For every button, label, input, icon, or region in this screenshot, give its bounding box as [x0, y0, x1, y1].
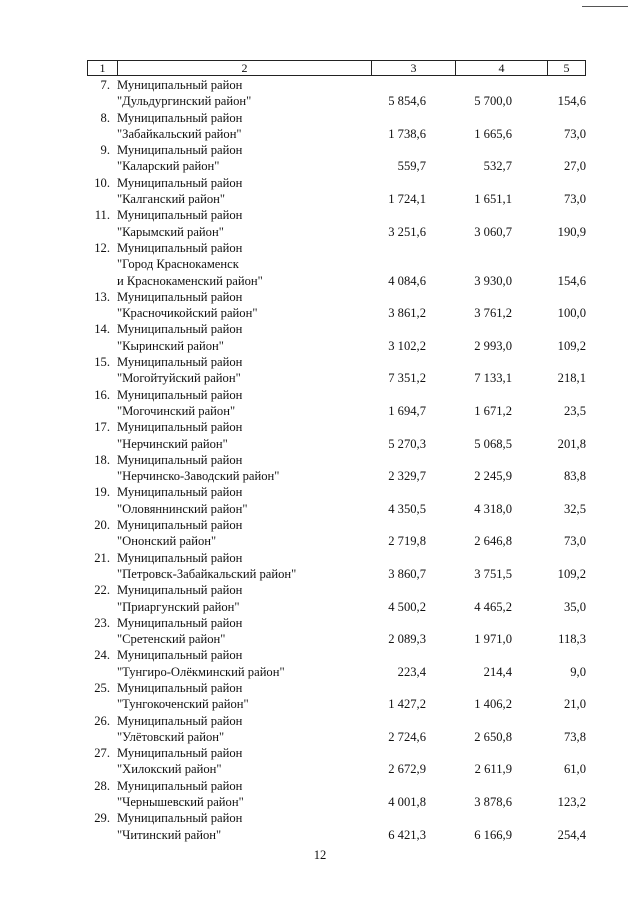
row-number: 12. [94, 240, 110, 255]
row-value-c3: 5 854,6 [388, 94, 426, 109]
table-row [0, 647, 640, 680]
row-value-c5: 254,4 [557, 827, 586, 842]
row-value-c4: 7 133,1 [474, 371, 512, 386]
table-row [0, 550, 640, 583]
row-number: 19. [94, 485, 110, 500]
row-name-line: "Могочинский район" [117, 403, 236, 418]
row-value-c3: 2 089,3 [388, 632, 426, 647]
table-row [0, 713, 640, 746]
table-row [0, 810, 640, 843]
row-name [117, 387, 242, 420]
row-number: 24. [94, 648, 110, 663]
row-value-c5: 9,0 [570, 664, 586, 679]
header-col-3: 3 [372, 61, 456, 75]
row-name [117, 142, 242, 175]
table-row [0, 321, 640, 354]
row-value-c3: 559,7 [397, 159, 426, 174]
table-row [0, 582, 640, 615]
row-value-c4: 4 465,2 [474, 599, 512, 614]
row-value-c5: 218,1 [557, 371, 586, 386]
table-body [0, 77, 640, 843]
table-row [0, 77, 640, 110]
row-name-line: "Красночикойский район" [117, 306, 258, 321]
row-value-c3: 223,4 [397, 664, 426, 679]
row-name [117, 110, 242, 143]
row-name [117, 582, 242, 615]
table-row [0, 175, 640, 208]
row-name-line: и Краснокаменский район" [117, 273, 263, 288]
row-value-c5: 61,0 [563, 762, 586, 777]
row-value-c3: 4 500,2 [388, 599, 426, 614]
row-value-c4: 2 650,8 [474, 729, 512, 744]
row-value-c4: 1 971,0 [474, 632, 512, 647]
row-name [117, 321, 242, 354]
row-name [117, 680, 249, 713]
header-col-1: 1 [88, 61, 118, 75]
row-name [117, 745, 242, 778]
row-value-c3: 4 350,5 [388, 501, 426, 516]
row-name [117, 615, 242, 648]
row-value-c3: 6 421,3 [388, 827, 426, 842]
row-name-line: "Нерчинско-Заводский район" [117, 469, 280, 484]
table-row [0, 745, 640, 778]
row-number: 23. [94, 615, 110, 630]
row-name-line: "Город Краснокаменск [117, 257, 239, 272]
table-row [0, 289, 640, 322]
row-number: 29. [94, 811, 110, 826]
row-name-line: "Дульдургинский район" [117, 94, 252, 109]
row-value-c4: 3 751,5 [474, 566, 512, 581]
table-row [0, 419, 640, 452]
table-row [0, 110, 640, 143]
row-value-c5: 100,0 [557, 306, 586, 321]
row-number: 17. [94, 420, 110, 435]
row-value-c5: 32,5 [563, 501, 586, 516]
row-name-line: "Петровск-Забайкальский район" [117, 566, 297, 581]
row-name [117, 647, 285, 680]
row-name [117, 354, 242, 387]
row-number: 27. [94, 746, 110, 761]
row-name-line: Муниципальный район [117, 143, 243, 158]
row-name-line: Муниципальный район [117, 110, 243, 125]
row-name [117, 175, 242, 208]
row-value-c5: 154,6 [557, 94, 586, 109]
row-value-c3: 3 860,7 [388, 566, 426, 581]
row-value-c4: 1 651,1 [474, 192, 512, 207]
row-value-c5: 190,9 [557, 224, 586, 239]
row-name-line: Муниципальный район [117, 518, 243, 533]
table-row [0, 240, 640, 289]
row-value-c3: 2 329,7 [388, 469, 426, 484]
row-value-c5: 35,0 [563, 599, 586, 614]
row-value-c3: 2 724,6 [388, 729, 426, 744]
table-row [0, 387, 640, 420]
row-name-line: Муниципальный район [117, 78, 243, 92]
row-name-line: "Тунгиро-Олёкминский район" [117, 664, 285, 679]
row-value-c3: 7 351,2 [388, 371, 426, 386]
row-name-line: Муниципальный район [117, 680, 243, 695]
row-name [117, 517, 242, 550]
row-value-c4: 2 993,0 [474, 338, 512, 353]
table-row [0, 680, 640, 713]
row-value-c5: 73,0 [563, 534, 586, 549]
row-name [117, 550, 296, 583]
row-value-c4: 2 611,9 [474, 762, 512, 777]
row-name [117, 810, 242, 843]
row-name-line: Муниципальный район [117, 485, 243, 500]
row-value-c4: 1 665,6 [474, 126, 512, 141]
row-name [117, 484, 248, 517]
row-value-c3: 2 672,9 [388, 762, 426, 777]
row-name-line: "Читинский район" [117, 827, 222, 842]
row-name-line: Муниципальный район [117, 387, 243, 402]
row-name-line: "Забайкальский район" [117, 126, 242, 141]
row-number: 22. [94, 583, 110, 598]
row-value-c5: 73,8 [563, 729, 586, 744]
row-value-c4: 214,4 [483, 664, 512, 679]
header-col-2: 2 [118, 61, 372, 75]
row-number: 11. [94, 208, 110, 223]
row-value-c4: 2 646,8 [474, 534, 512, 549]
row-number: 26. [94, 713, 110, 728]
row-value-c3: 5 270,3 [388, 436, 426, 451]
row-name-line: Муниципальный район [117, 746, 243, 761]
row-name-line: Муниципальный район [117, 550, 243, 565]
row-name-line: "Карымский район" [117, 224, 224, 239]
row-name [117, 452, 279, 485]
row-value-c3: 4 084,6 [388, 273, 426, 288]
header-col-5: 5 [563, 61, 570, 75]
row-value-c5: 109,2 [557, 566, 586, 581]
row-value-c3: 2 719,8 [388, 534, 426, 549]
row-number: 20. [94, 518, 110, 533]
row-name-line: "Хилокский район" [117, 762, 222, 777]
row-value-c4: 1 671,2 [474, 403, 512, 418]
row-name-line: Муниципальный район [117, 713, 243, 728]
table-row [0, 484, 640, 517]
row-name-line: "Могойтуйский район" [117, 371, 241, 386]
row-name-line: Муниципальный район [117, 240, 243, 255]
row-value-c3: 4 001,8 [388, 795, 426, 810]
row-name-line: Муниципальный район [117, 208, 243, 223]
row-value-c5: 73,0 [563, 126, 586, 141]
row-value-c4: 5 068,5 [474, 436, 512, 451]
row-name-line: "Улётовский район" [117, 729, 225, 744]
row-name-line: "Нерчинский район" [117, 436, 228, 451]
table-row [0, 778, 640, 811]
row-value-c4: 3 060,7 [474, 224, 512, 239]
row-number: 18. [94, 452, 110, 467]
row-name-line: "Кыринский район" [117, 338, 224, 353]
row-name-line: Муниципальный район [117, 615, 243, 630]
row-number: 13. [94, 289, 110, 304]
row-number: 25. [94, 680, 110, 695]
row-value-c4: 3 878,6 [474, 795, 512, 810]
row-number: 8. [100, 110, 110, 125]
page-number: 12 [313, 848, 327, 862]
row-name-line: Муниципальный район [117, 648, 243, 663]
row-name-line: "Приаргунский район" [117, 599, 240, 614]
row-name [117, 240, 263, 289]
row-name-line: Муниципальный район [117, 452, 243, 467]
row-name [117, 77, 251, 110]
table-row [0, 207, 640, 240]
row-value-c3: 1 427,2 [388, 697, 426, 712]
row-name-line: "Каларский район" [117, 159, 220, 174]
row-name [117, 289, 257, 322]
table-row [0, 452, 640, 485]
row-name-line: "Оловяннинский район" [117, 501, 248, 516]
row-value-c4: 3 930,0 [474, 273, 512, 288]
row-value-c4: 532,7 [483, 159, 512, 174]
row-number: 28. [94, 778, 110, 793]
row-name [117, 778, 244, 811]
row-value-c5: 27,0 [563, 159, 586, 174]
row-number: 15. [94, 355, 110, 370]
row-value-c5: 109,2 [557, 338, 586, 353]
row-value-c4: 5 700,0 [474, 94, 512, 109]
table-row [0, 354, 640, 387]
row-value-c5: 123,2 [557, 795, 586, 810]
row-number: 7. [100, 78, 110, 92]
row-value-c5: 83,8 [563, 469, 586, 484]
row-number: 14. [94, 322, 110, 337]
row-number: 16. [94, 387, 110, 402]
table-row [0, 142, 640, 175]
row-value-c4: 1 406,2 [474, 697, 512, 712]
table-header [87, 60, 586, 76]
row-value-c5: 23,5 [563, 403, 586, 418]
table-row [0, 615, 640, 648]
row-name-line: "Ононский район" [117, 534, 217, 549]
row-name-line: Муниципальный район [117, 289, 243, 304]
row-name [117, 207, 242, 240]
row-name-line: "Тунгокоченский район" [117, 697, 249, 712]
row-value-c3: 1 738,6 [388, 126, 426, 141]
row-value-c3: 3 861,2 [388, 306, 426, 321]
row-number: 10. [94, 175, 110, 190]
row-number: 9. [100, 143, 110, 158]
table-row [0, 517, 640, 550]
row-value-c3: 1 724,1 [388, 192, 426, 207]
row-name-line: "Сретенский район" [117, 632, 226, 647]
row-value-c5: 154,6 [557, 273, 586, 288]
row-name-line: "Калганский район" [117, 192, 225, 207]
row-name-line: Муниципальный район [117, 355, 243, 370]
row-name [117, 713, 242, 746]
row-value-c4: 6 166,9 [474, 827, 512, 842]
row-value-c3: 3 251,6 [388, 224, 426, 239]
header-col-4: 4 [456, 61, 548, 75]
row-value-c5: 201,8 [557, 436, 586, 451]
row-value-c4: 3 761,2 [474, 306, 512, 321]
row-number: 21. [94, 550, 110, 565]
row-name-line: Муниципальный район [117, 420, 243, 435]
row-value-c4: 4 318,0 [474, 501, 512, 516]
row-name-line: Муниципальный район [117, 322, 243, 337]
row-value-c5: 21,0 [563, 697, 586, 712]
row-value-c5: 118,3 [558, 632, 586, 647]
row-name-line: "Чернышевский район" [117, 795, 244, 810]
row-value-c3: 1 694,7 [388, 403, 426, 418]
row-name [117, 419, 242, 452]
row-value-c5: 73,0 [563, 192, 586, 207]
row-name-line: Муниципальный район [117, 778, 243, 793]
row-value-c3: 3 102,2 [388, 338, 426, 353]
corner-rule [582, 6, 628, 7]
row-value-c4: 2 245,9 [474, 469, 512, 484]
row-name-line: Муниципальный район [117, 175, 243, 190]
row-name-line: Муниципальный район [117, 583, 243, 598]
row-name-line: Муниципальный район [117, 811, 243, 826]
